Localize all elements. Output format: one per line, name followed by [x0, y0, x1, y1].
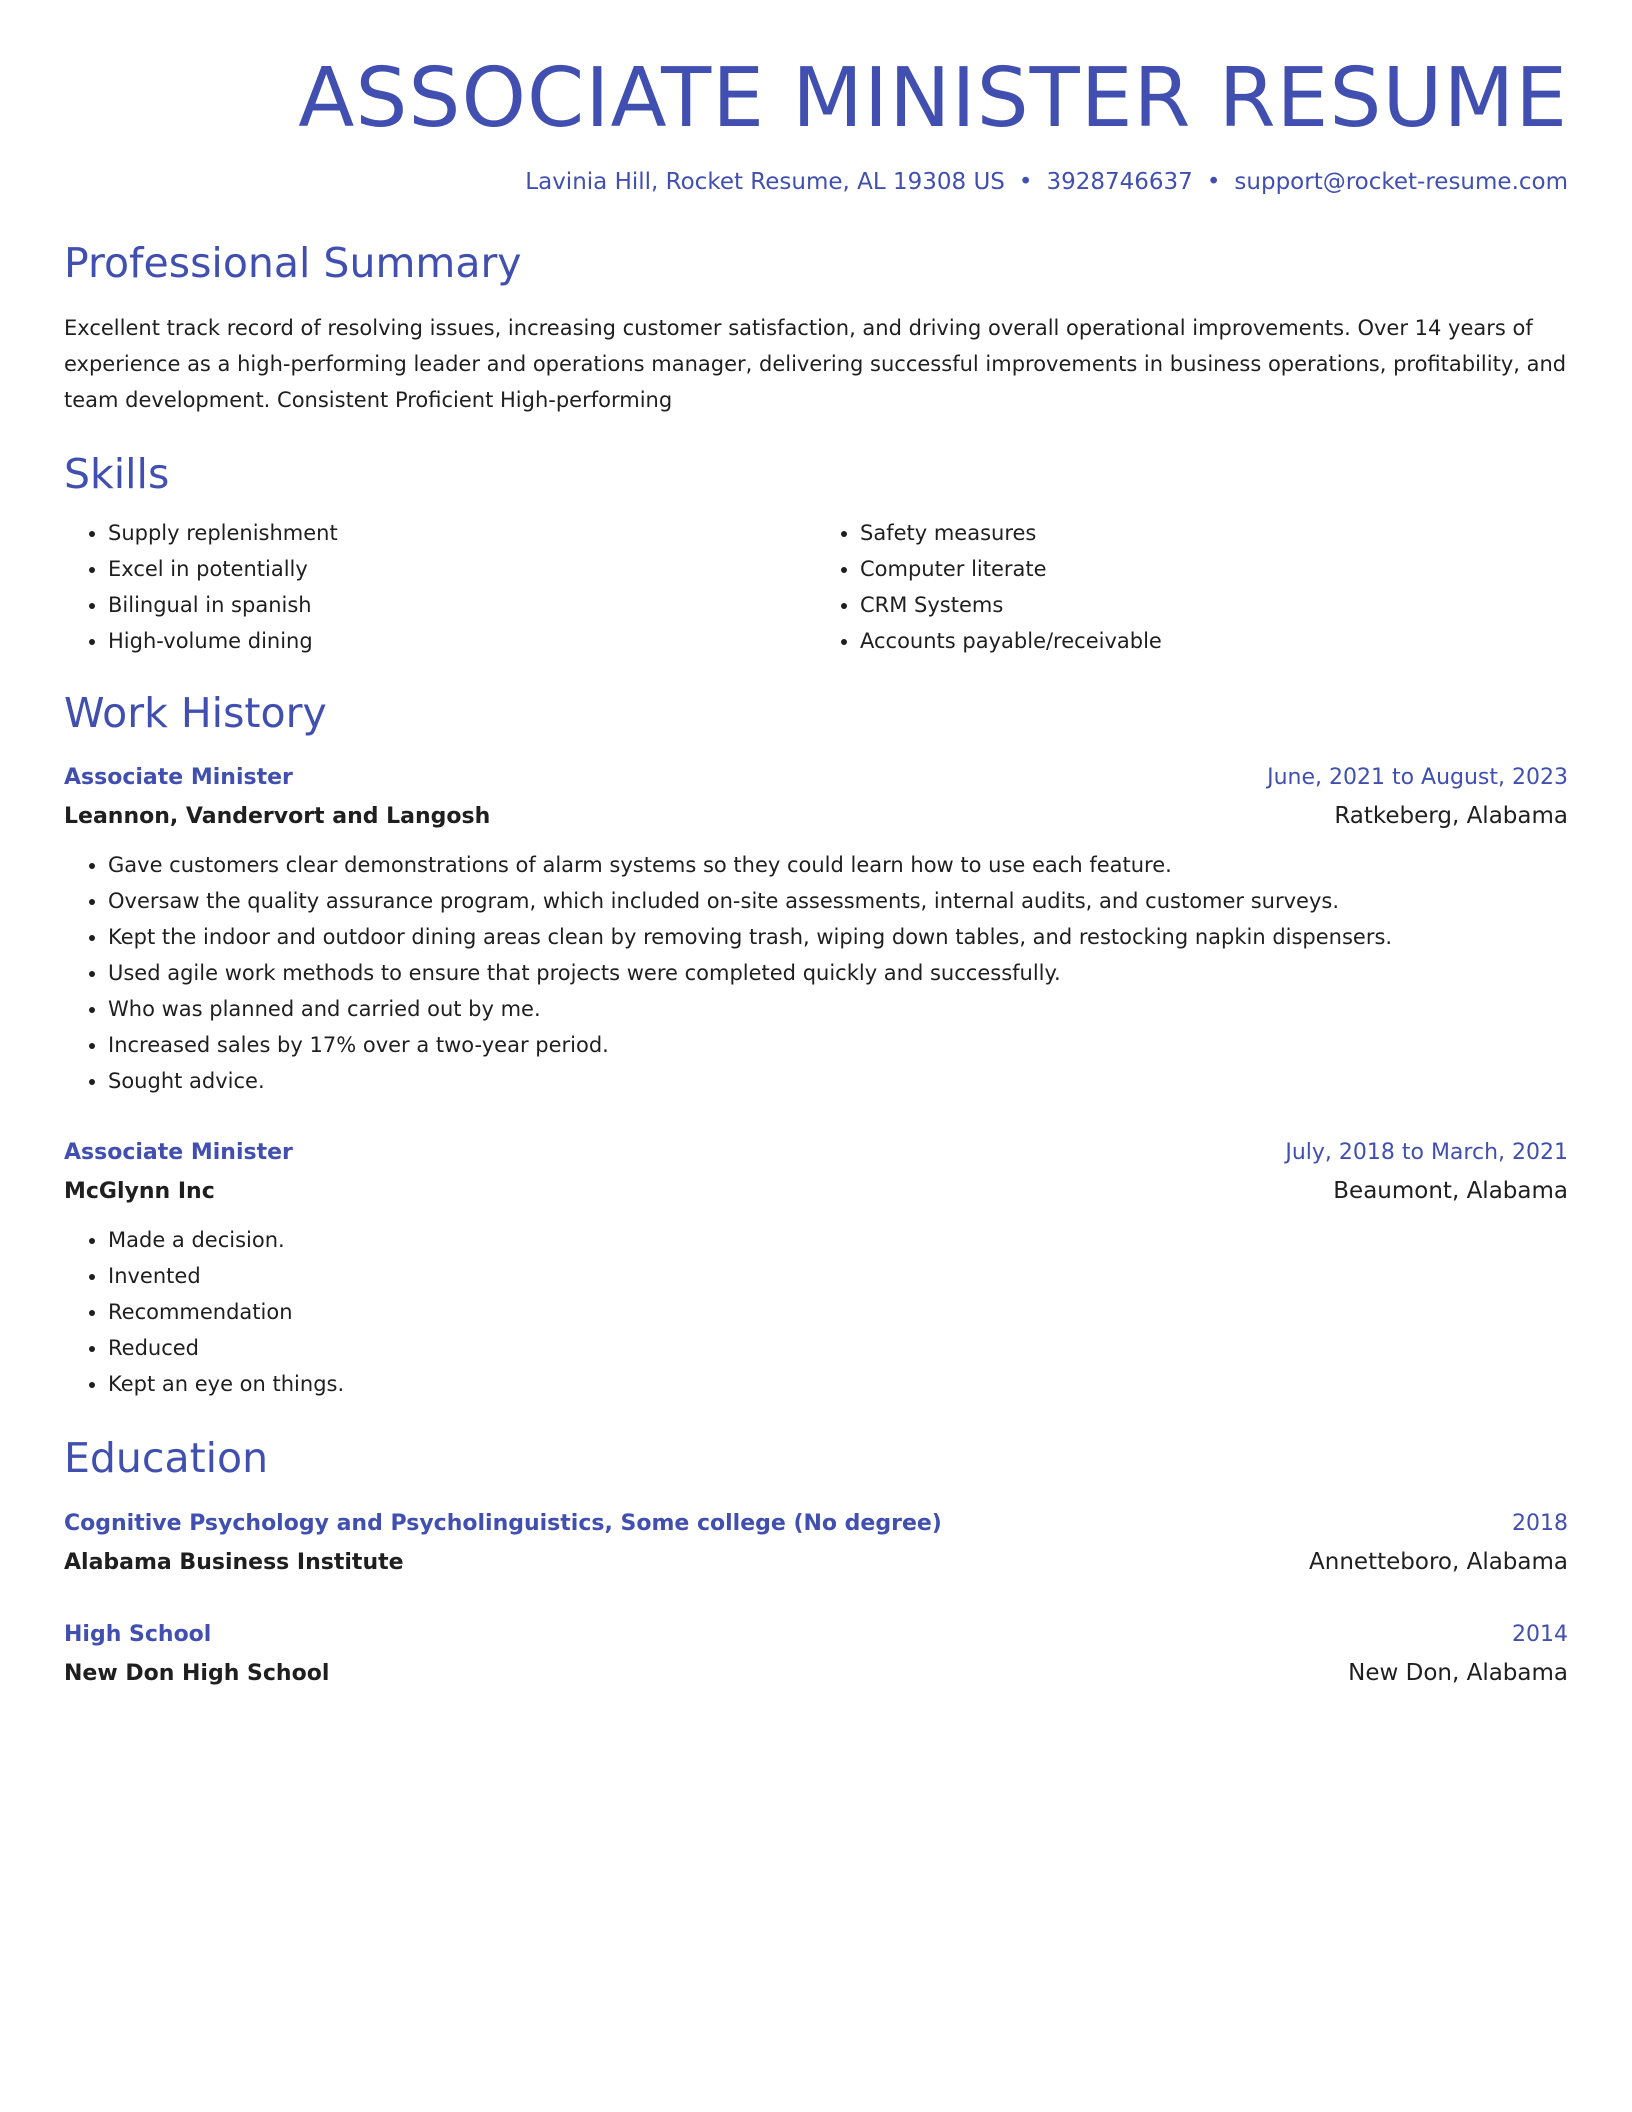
- job-duty: • Increased sales by 17% over a two-year period.: [108, 1027, 1568, 1063]
- job-role: Associate Minister: [64, 1140, 293, 1166]
- education-school-row: [64, 1653, 1568, 1694]
- education-year: 2014: [1512, 1621, 1568, 1647]
- job-duties-list: [64, 847, 1568, 1099]
- skill-item: • Excel in potentially: [108, 551, 816, 587]
- skills-grid: [64, 515, 1568, 659]
- job-company: McGlynn Inc: [64, 1179, 215, 1205]
- job-duty: • Kept the indoor and outdoor dining areas clean by removing trash, wiping down tables, and restocking napkin dispensers.: [108, 919, 1568, 955]
- skill-item: • Computer literate: [860, 551, 1568, 587]
- section-heading-summary: Professional Summary: [64, 238, 522, 287]
- education-school: New Don High School: [64, 1660, 330, 1686]
- skill-item: • Accounts payable/receivable: [860, 623, 1568, 659]
- skill-item: • CRM Systems: [860, 587, 1568, 623]
- education-entry: [64, 1617, 1568, 1694]
- education-section: [64, 1432, 1568, 1693]
- education-degree: Cognitive Psychology and Psycholinguistics, Some college (No degree): [64, 1510, 942, 1536]
- professional-summary-section: [64, 237, 1568, 418]
- job-title-row: [64, 1135, 1568, 1171]
- education-entry: [64, 1506, 1568, 1583]
- job-title-row: [64, 760, 1568, 796]
- job-entry: [64, 1135, 1568, 1402]
- job-duty: • Reduced: [108, 1330, 1568, 1366]
- contact-line: [64, 166, 1568, 198]
- contact-address: Lavinia Hill, Rocket Resume, AL 19308 US: [525, 169, 1005, 196]
- separator-dot: •: [1018, 169, 1033, 196]
- job-duty: • Used agile work methods to ensure that projects were completed quickly and successfully.: [108, 955, 1568, 991]
- job-dates: June, 2021 to August, 2023: [1267, 765, 1568, 791]
- job-duty: • Oversaw the quality assurance program, which included on-site assessments, internal audits, and customer surveys.: [108, 883, 1568, 919]
- education-school-row: [64, 1542, 1568, 1583]
- skills-section: [64, 448, 1568, 659]
- work-history-section: [64, 687, 1568, 1402]
- resume-title: ASSOCIATE MINISTER RESUME: [298, 51, 1568, 146]
- education-school: Alabama Business Institute: [64, 1549, 404, 1575]
- education-location: New Don, Alabama: [1348, 1659, 1568, 1686]
- job-duties-list: [64, 1222, 1568, 1402]
- section-heading-education: Education: [64, 1434, 269, 1483]
- summary-text: Excellent track record of resolving issues, increasing customer satisfaction, and driving overall operational improvements. Over 14 years of experience as a high-performing leader and operations manager, delivering successful improvements in business operations, profitability, and team development. Consistent Proficient High-performing: [64, 315, 1567, 412]
- job-location: Ratkeberg, Alabama: [1334, 803, 1568, 830]
- job-duty: • Made a decision.: [108, 1222, 1568, 1258]
- job-dates: July, 2018 to March, 2021: [1285, 1140, 1568, 1166]
- skill-item: • Bilingual in spanish: [108, 587, 816, 623]
- job-duty: • Kept an eye on things.: [108, 1366, 1568, 1402]
- skill-item: • High-volume dining: [108, 623, 816, 659]
- job-location: Beaumont, Alabama: [1333, 1178, 1568, 1205]
- section-heading-skills: Skills: [64, 449, 170, 498]
- job-duty: • Gave customers clear demonstrations of alarm systems so they could learn how to use each feature.: [108, 847, 1568, 883]
- contact-email: support@rocket-resume.com: [1234, 169, 1568, 196]
- job-role: Associate Minister: [64, 765, 293, 791]
- job-duty: • Sought advice.: [108, 1063, 1568, 1099]
- education-degree-row: [64, 1506, 1568, 1542]
- skill-item: • Safety measures: [860, 515, 1568, 551]
- education-degree-row: [64, 1617, 1568, 1653]
- job-company-row: [64, 796, 1568, 837]
- education-year: 2018: [1512, 1510, 1568, 1536]
- skills-list-left: [64, 515, 816, 659]
- resume-header: [64, 50, 1568, 199]
- education-degree: High School: [64, 1621, 212, 1647]
- job-duty: • Who was planned and carried out by me.: [108, 991, 1568, 1027]
- job-entry: [64, 760, 1568, 1099]
- education-location: Annetteboro, Alabama: [1309, 1548, 1568, 1575]
- job-company: Leannon, Vandervort and Langosh: [64, 804, 491, 830]
- job-duty: • Invented: [108, 1258, 1568, 1294]
- job-company-row: [64, 1171, 1568, 1212]
- skill-item: • Supply replenishment: [108, 515, 816, 551]
- contact-phone: 3928746637: [1046, 169, 1193, 196]
- section-heading-work: Work History: [64, 689, 327, 738]
- separator-dot: •: [1206, 169, 1221, 196]
- skills-list-right: [816, 515, 1568, 659]
- job-duty: • Recommendation: [108, 1294, 1568, 1330]
